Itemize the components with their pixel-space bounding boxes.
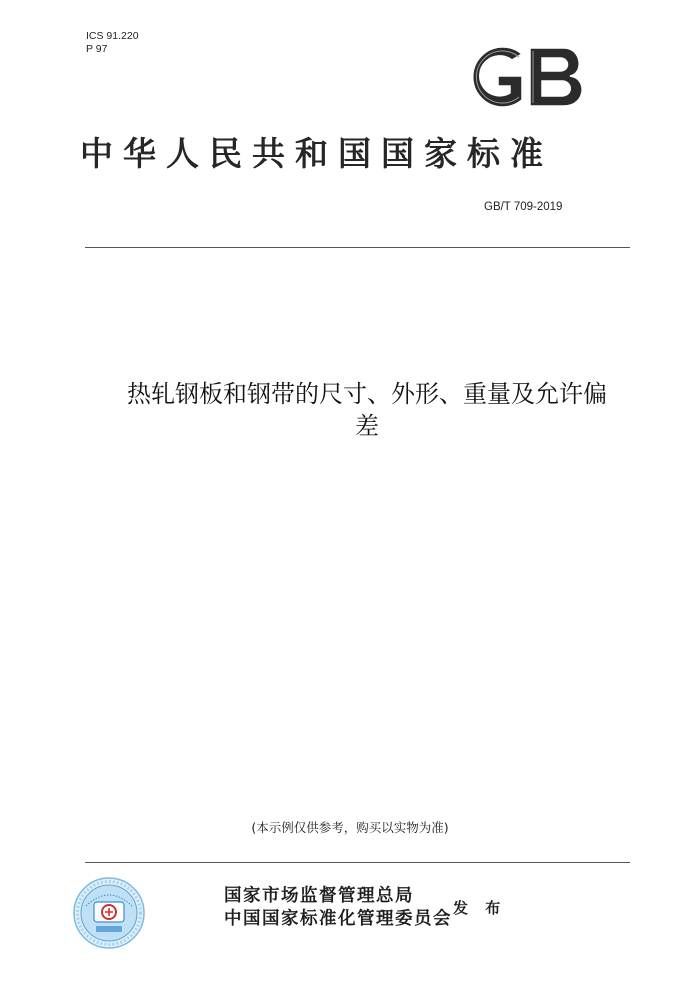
- gb-logo-icon: [460, 40, 590, 114]
- document-title-line-2: 差: [355, 412, 379, 440]
- bottom-divider: [85, 862, 630, 863]
- issuer-sac: 中国国家标准化管理委员会: [224, 909, 452, 929]
- publish-label: 发 布: [453, 899, 507, 917]
- issuing-authorities: [224, 885, 452, 931]
- document-title-line-1: 热轧钢板和钢带的尺寸、外形、重量及允许偏: [127, 380, 607, 408]
- standard-number: GB/T 709-2019: [484, 201, 563, 213]
- disclaimer-note: (本示例仅供参考，购买以实物为准): [251, 820, 449, 835]
- category-code: P 97: [86, 43, 108, 55]
- certification-seal-icon: [72, 876, 146, 950]
- issuer-samr: 国家市场监督管理总局: [224, 886, 414, 906]
- classification-codes: [86, 30, 139, 56]
- ics-code: ICS 91.220: [86, 30, 139, 42]
- document-title: [62, 378, 672, 442]
- top-divider: [85, 247, 630, 248]
- national-standard-title: 中华人民共和国国家标准: [80, 134, 553, 173]
